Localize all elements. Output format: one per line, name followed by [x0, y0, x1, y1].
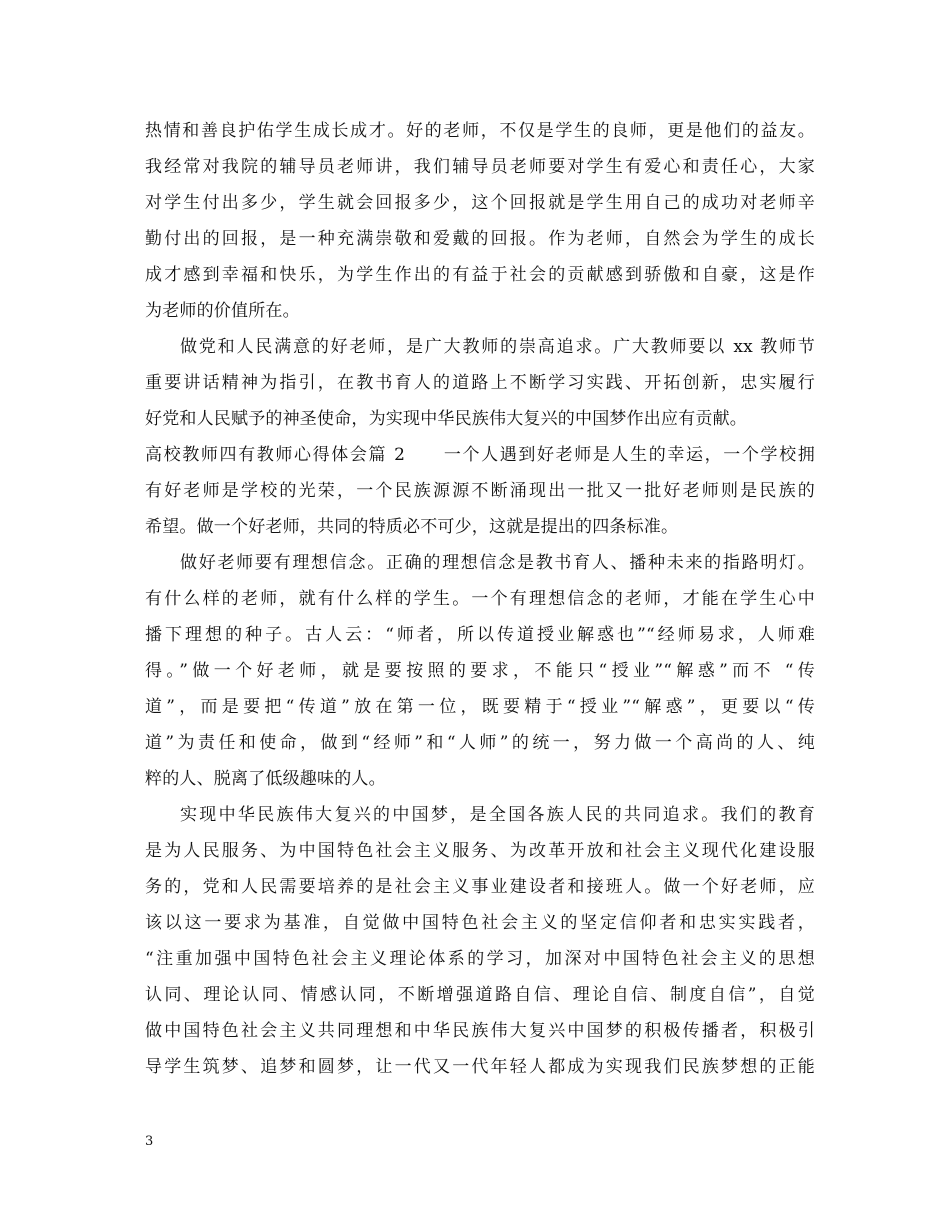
text-line: 粹的人、脱离了低级趣味的人。	[145, 769, 386, 789]
text-line: 播下理想的种子。古人云：“师者，所以传道授业解惑也”“经师易求，人师难	[145, 625, 815, 645]
section-heading-line: 高校教师四有教师心得体会篇 2 一个人遇到好老师是人生的幸运，一个学校拥	[145, 445, 815, 465]
text-line: 我经常对我院的辅导员老师讲，我们辅导员老师要对学生有爱心和责任心，大家	[145, 157, 815, 177]
text-line: 导学生筑梦、追梦和圆梦，让一代又一代年轻人都成为实现我们民族梦想的正能	[145, 1057, 815, 1077]
text-line: 重要讲话精神为指引，在教书育人的道路上不断学习实践、开拓创新，忠实履行	[145, 373, 815, 393]
text-line: 道”，而是要把“传道”放在第一位，既要精于“授业”“解惑”，更要以“传	[145, 697, 815, 717]
page-number: 3	[145, 1134, 154, 1149]
text-line: 有好老师是学校的光荣，一个民族源源不断涌现出一批又一批好老师则是民族的	[145, 481, 815, 501]
text-line: 该以这一要求为基准，自觉做中国特色社会主义的坚定信仰者和忠实实践者，	[145, 913, 815, 933]
text-line: 做中国特色社会主义共同理想和中华民族伟大复兴中国梦的积极传播者，积极引	[145, 1021, 815, 1041]
text-line: 有什么样的老师，就有什么样的学生。一个有理想信念的老师，才能在学生心中	[145, 589, 815, 609]
text-line: 希望。做一个好老师，共同的特质必不可少，这就是提出的四条标准。	[145, 517, 679, 537]
text-line: 热情和善良护佑学生成长成才。好的老师，不仅是学生的良师，更是他们的益友。	[145, 121, 815, 141]
text-line: 认同、理论认同、情感认同，不断增强道路自信、理论自信、制度自信”，自觉	[145, 985, 815, 1005]
text-line: 是为人民服务、为中国特色社会主义服务、为改革开放和社会主义现代化建设服	[145, 841, 815, 861]
text-line: 务的，党和人民需要培养的是社会主义事业建设者和接班人。做一个好老师，应	[145, 877, 815, 897]
text-line: 勤付出的回报，是一种充满崇敬和爱戴的回报。作为老师，自然会为学生的成长	[145, 229, 815, 249]
text-line: 得。”做一个好老师，就是要按照的要求，不能只“授业”“解惑”而不 “传	[145, 661, 815, 681]
text-line: 道”为责任和使命，做到“经师”和“人师”的统一，努力做一个高尚的人、纯	[145, 733, 815, 753]
text-line: 对学生付出多少，学生就会回报多少，这个回报就是学生用自己的成功对老师辛	[145, 193, 815, 213]
text-line: 好党和人民赋予的神圣使命，为实现中华民族伟大复兴的中国梦作出应有贡献。	[145, 409, 747, 429]
paragraph-first-line: 实现中华民族伟大复兴的中国梦，是全国各族人民的共同追求。我们的教育	[180, 805, 815, 825]
text-line: 成才感到幸福和快乐，为学生作出的有益于社会的贡献感到骄傲和自豪，这是作	[145, 265, 815, 285]
paragraph-first-line: 做好老师要有理想信念。正确的理想信念是教书育人、播种未来的指路明灯。	[180, 553, 815, 573]
text-line: “注重加强中国特色社会主义理论体系的学习，加深对中国特色社会主义的思想	[145, 949, 815, 969]
text-line: 为老师的价值所在。	[145, 301, 300, 321]
paragraph-first-line: 做党和人民满意的好老师，是广大教师的崇高追求。广大教师要以 xx 教师节	[180, 337, 815, 357]
